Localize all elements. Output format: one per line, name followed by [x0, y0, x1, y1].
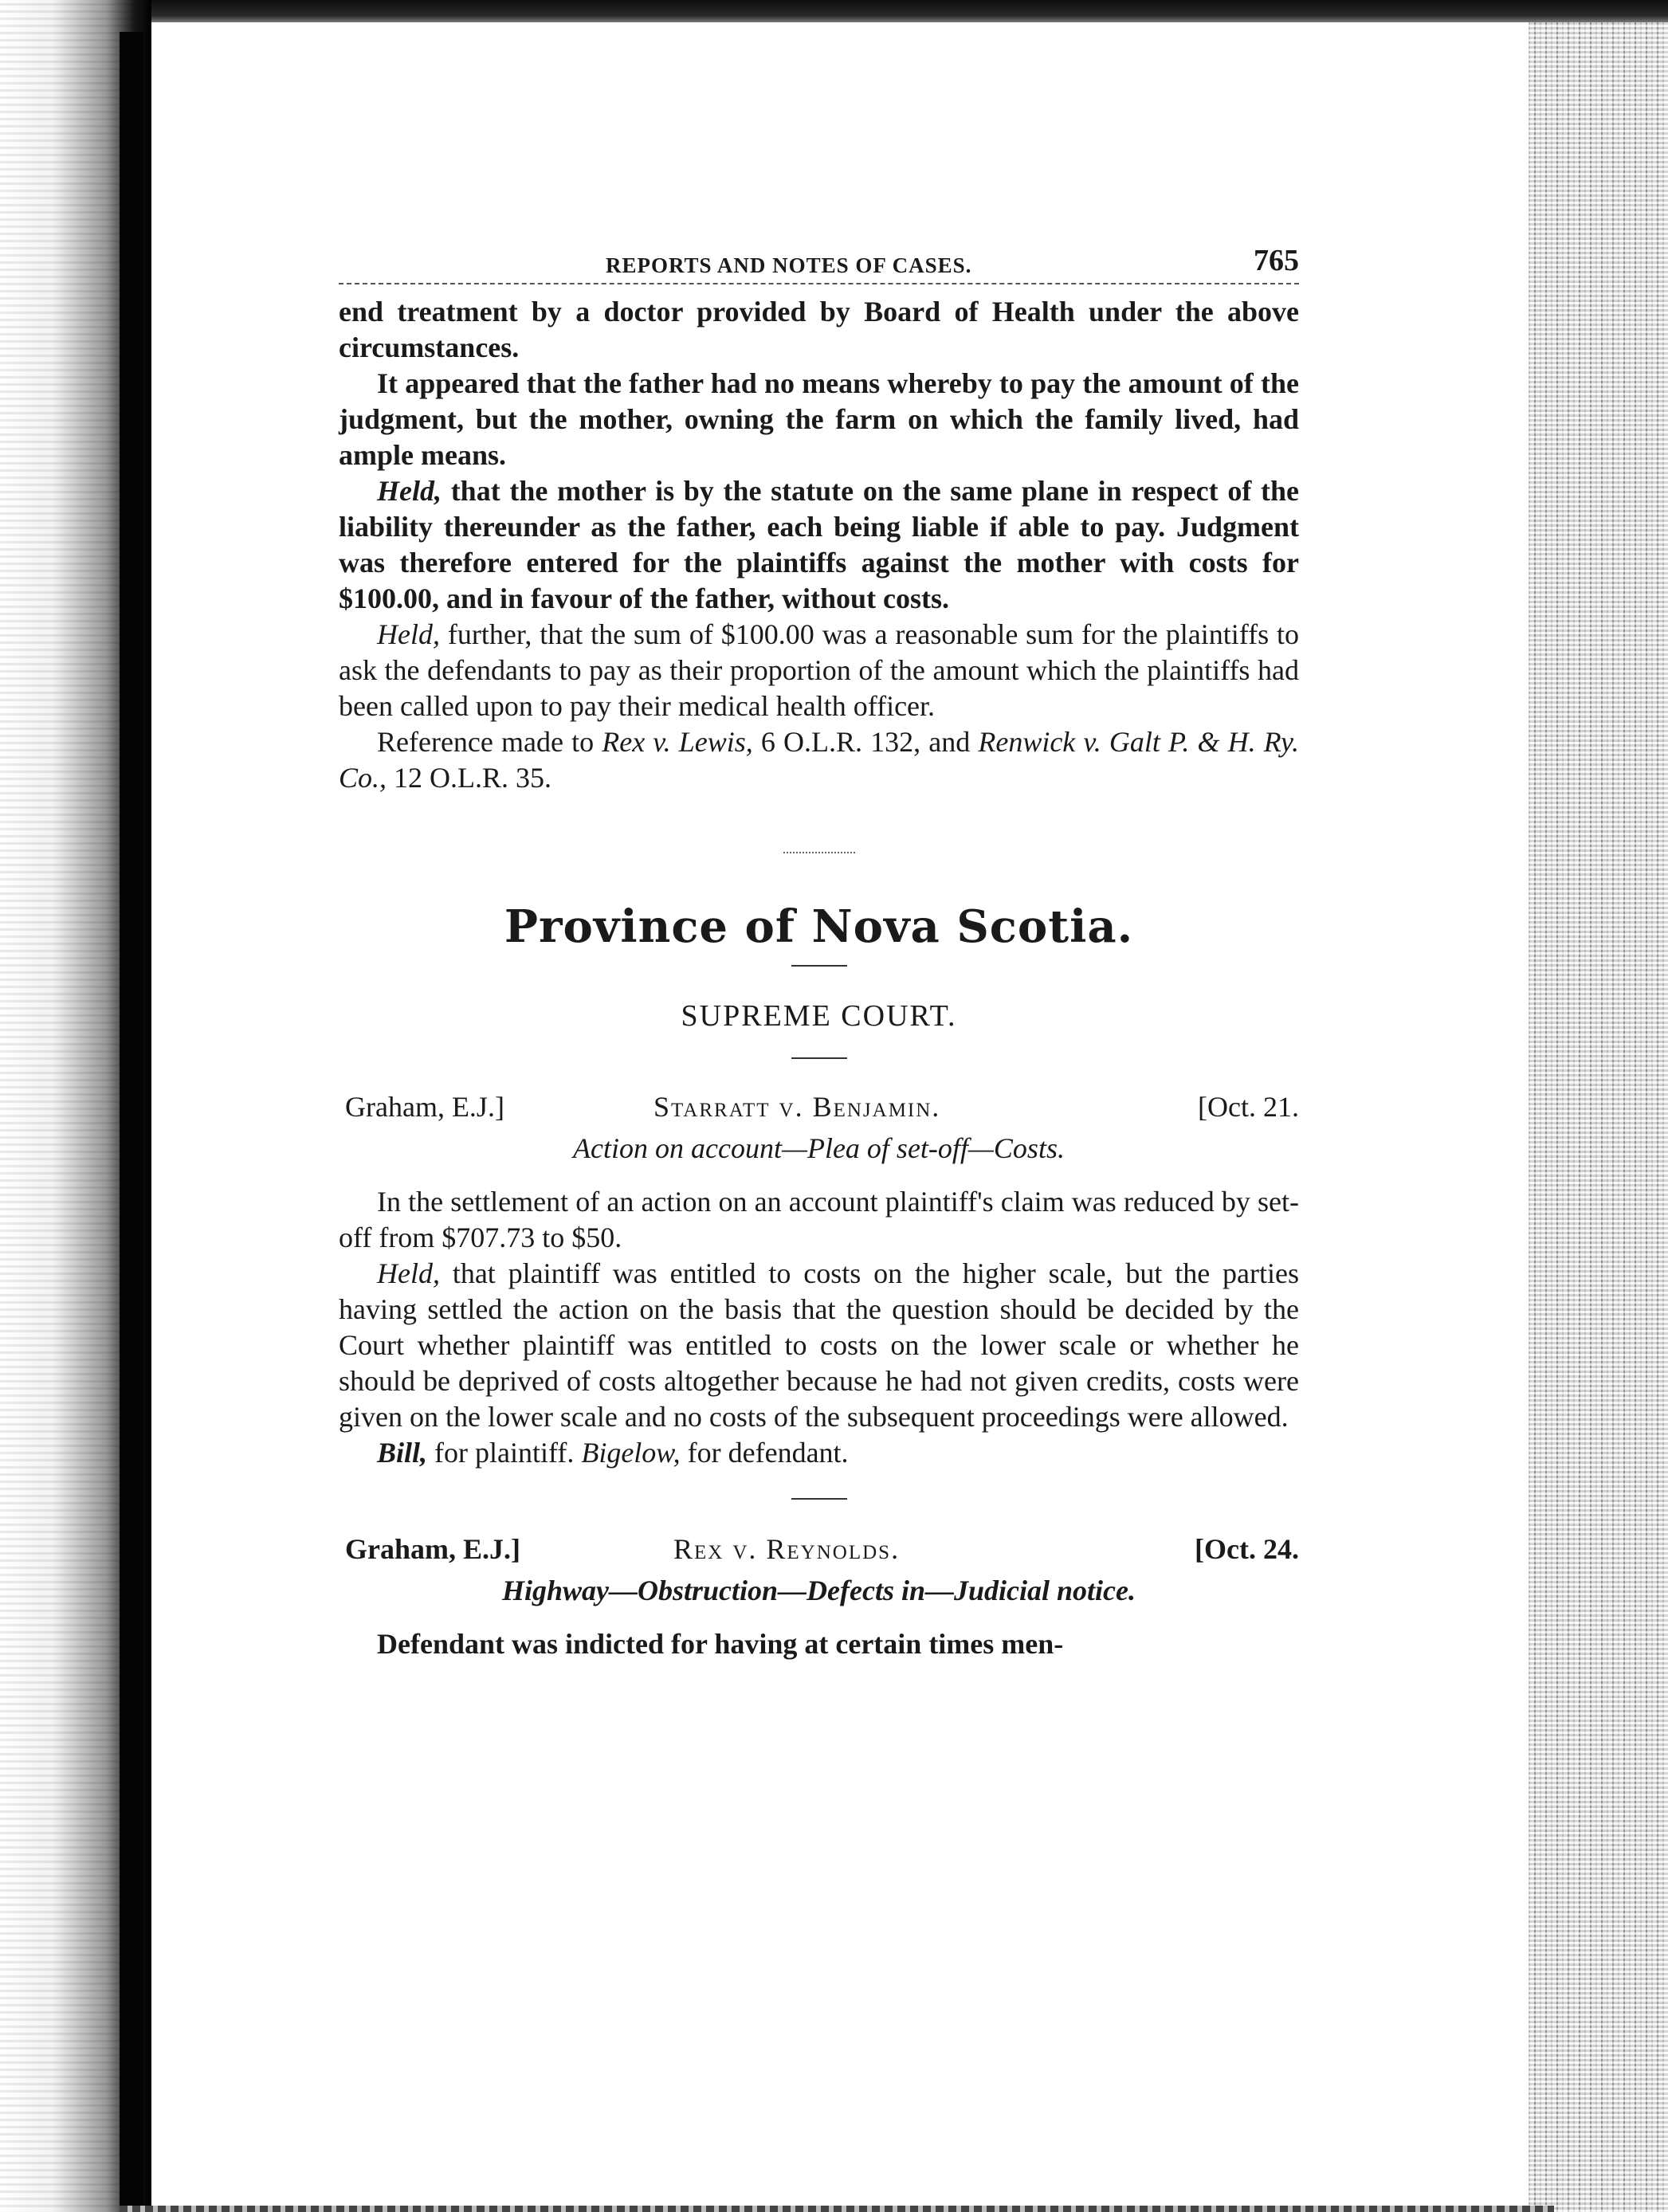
- catchwords: Action on account—Plea of set-off—Costs.: [573, 1132, 1065, 1164]
- judge: Graham, E.J.]: [345, 1533, 520, 1565]
- paragraph-text: that the mother is by the statute on the same plane in respect of the liability thereunder as the father, each being liable if able to pay. Judgment was therefore entered for the plaintiffs against the mother with costs for $100.00, and in favour of the father, without costs.: [339, 475, 1299, 614]
- reference-paragraph: [339, 724, 1299, 796]
- counsel-name: Bigelow,: [581, 1437, 681, 1469]
- case-parties: Starratt v. Benjamin.: [653, 1091, 941, 1123]
- case-header-starratt: [339, 1089, 1299, 1128]
- scan-edge-bottom: [120, 2206, 1554, 2212]
- province-heading: Province of Nova Scotia.: [504, 900, 1134, 953]
- page-header: [339, 243, 1299, 284]
- page-number: 765: [1254, 244, 1299, 277]
- held-label: Held,: [377, 475, 442, 507]
- judge: Graham, E.J.]: [345, 1091, 504, 1123]
- held-label: Held,: [377, 1257, 440, 1289]
- rule: [791, 965, 847, 967]
- first-case-continued: [339, 617, 1299, 796]
- paragraph: [339, 617, 1299, 724]
- held-label: Held,: [377, 618, 440, 650]
- paragraph: Defendant was indicted for having at certain times men-: [377, 1628, 1064, 1660]
- paragraph: It appeared that the father had no means whereby to pay the amount of the judgment, but the mother, owning the farm on which the family lived, had ample means.: [339, 367, 1299, 471]
- reference-prefix: Reference made to: [377, 726, 602, 758]
- rule: [791, 1498, 847, 1500]
- citation-text: 12 O.L.R. 35.: [387, 762, 552, 794]
- paragraph: [339, 1256, 1299, 1435]
- catchwords: Highway—Obstruction—Defects in—Judicial notice.: [501, 1575, 1136, 1606]
- section-separator: [783, 852, 855, 853]
- counsel-name: Bill,: [377, 1437, 428, 1469]
- page-content: [339, 243, 1299, 1662]
- paragraph: [339, 473, 1299, 617]
- paragraph-text: that plaintiff was entitled to costs on the higher scale, but the parties having settled the action on the basis that the question should be decided by the Court whether plaintiff was entitled to costs on the lower scale or whether he should be deprived of costs altogether because he had not given credits, costs were given on the lower scale and no costs of the subsequent proceedings were allowed.: [339, 1257, 1299, 1433]
- case-parties: Rex v. Reynolds.: [673, 1533, 901, 1565]
- counsel-line: [339, 1435, 1299, 1471]
- citation-text: 6 O.L.R. 132, and: [752, 726, 979, 758]
- case-citation: Rex v. Lewis,: [602, 726, 753, 758]
- paragraph: end treatment by a doctor provided by Board of Health under the above circumstances.: [339, 296, 1299, 363]
- case-header-reynolds: [339, 1532, 1299, 1570]
- counsel-text: for plaintiff.: [427, 1437, 582, 1469]
- case-citation: Renwick: [978, 726, 1076, 758]
- paragraph-text: further, that the sum of $100.00 was a reasonable sum for the plaintiffs to ask the defendants to pay as their proportion of the amount which the plaintiffs had been called upon to pay their medical health officer.: [339, 618, 1300, 722]
- case-date: [Oct. 21.: [1198, 1091, 1299, 1123]
- case-citation: v. Galt P. & H. Ry. Co.,: [339, 726, 1300, 794]
- paragraph: In the settlement of an action on an account plaintiff's claim was reduced by set-off from $707.73 to $50.: [339, 1186, 1299, 1253]
- case-date: [Oct. 24.: [1195, 1533, 1299, 1565]
- rule: [791, 1057, 847, 1059]
- scan-binding-shadow: [120, 32, 143, 2212]
- court-heading: SUPREME COURT.: [681, 999, 957, 1033]
- counsel-text: for defendant.: [680, 1437, 849, 1469]
- running-head: REPORTS AND NOTES OF CASES.: [606, 253, 972, 277]
- scan-edge-right: [1529, 22, 1668, 2212]
- scan-edge-top: [96, 0, 1668, 22]
- first-case-section: [339, 294, 1299, 617]
